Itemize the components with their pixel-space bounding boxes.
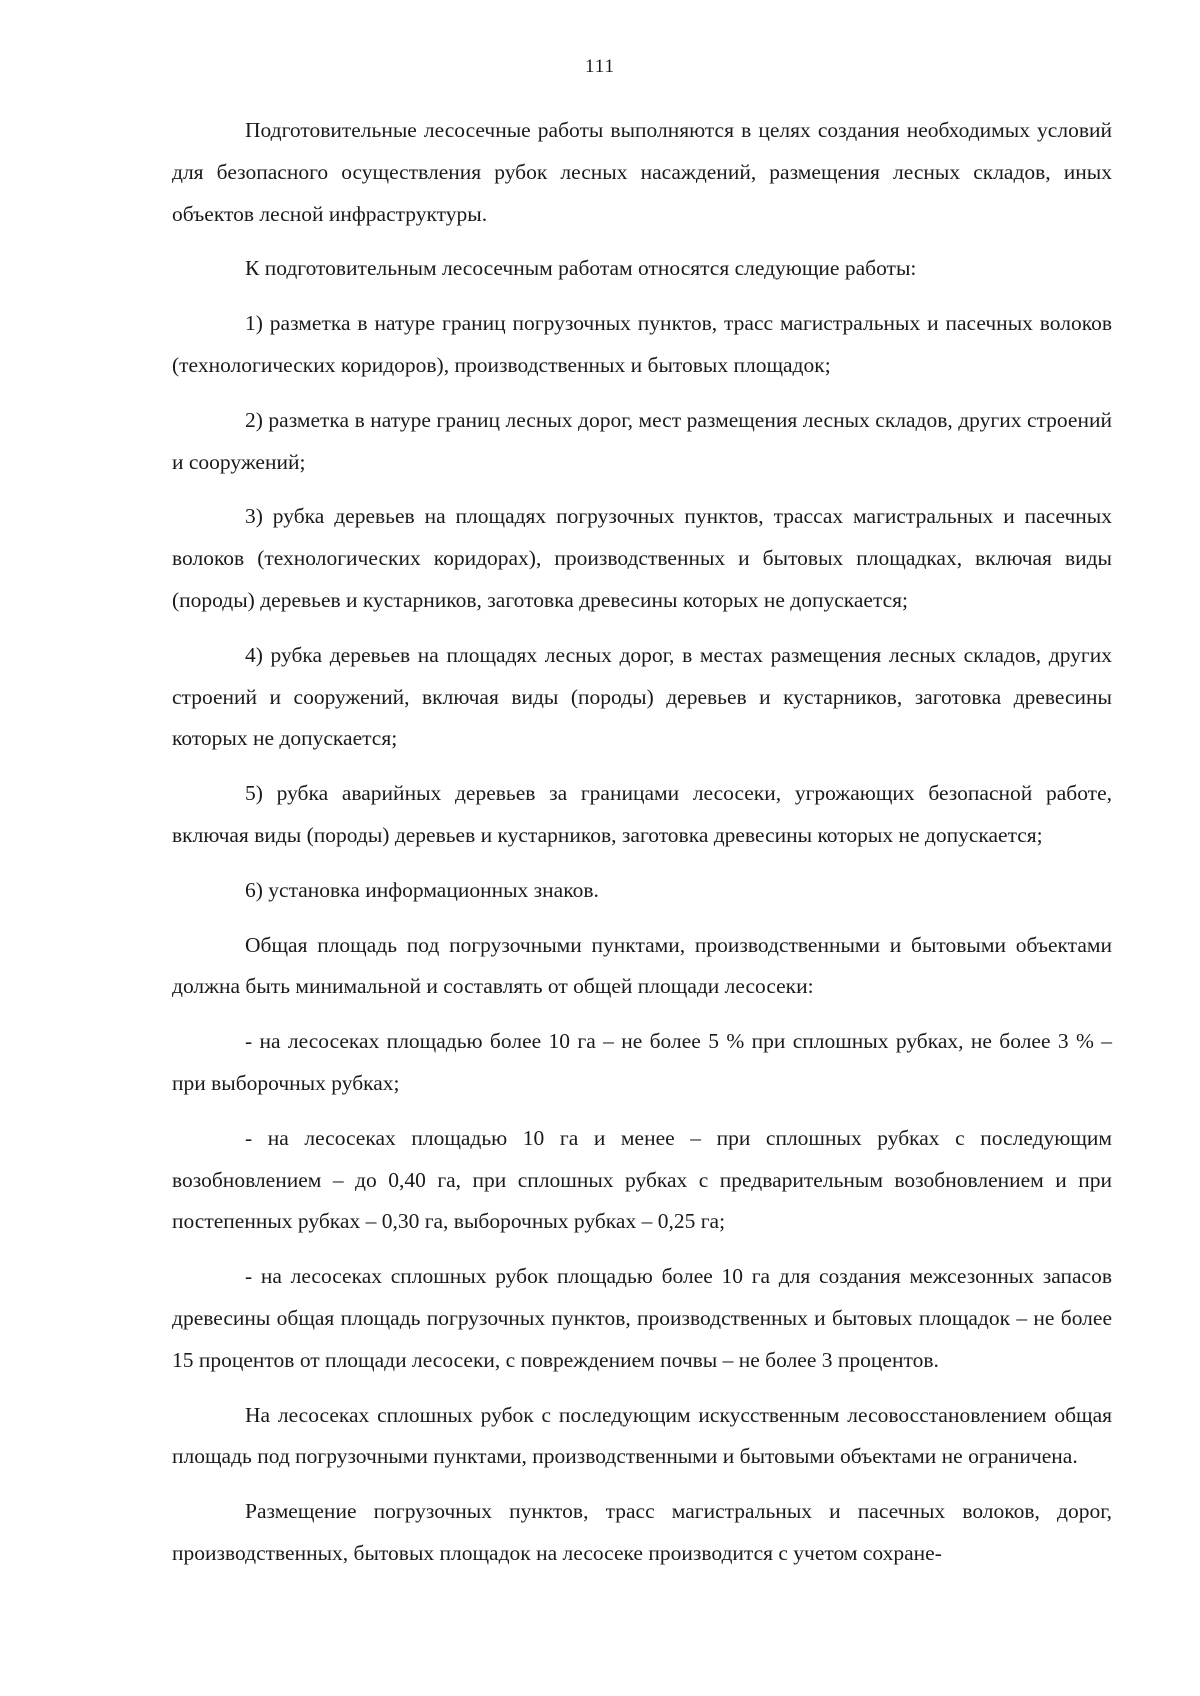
list-item: 3) рубка деревьев на площадях погрузочных пунктов, трассах магистральных и пасечных волоков (технологических коридорах), производственных и бытовых площадках, включая виды (породы) деревьев и кустарников, заготовка древесины которых не допускается; <box>172 504 1112 612</box>
body-text <box>172 110 1112 1575</box>
list-item: 5) рубка аварийных деревьев за границами лесосеки, угрожающих безопасной работе, включая виды (породы) деревьев и кустарников, заготовка древесины которых не допускается; <box>172 781 1112 847</box>
list-item: 4) рубка деревьев на площадях лесных дорог, в местах размещения лесных складов, других строений и сооружений, включая виды (породы) деревьев и кустарников, заготовка древесины которых не допускается; <box>172 642 1112 751</box>
paragraph: Размещение погрузочных пунктов, трасс магистральных и пасечных волоков, дорог, производственных, бытовых площадок на лесосеке производится с учетом сохране- <box>172 1499 1112 1565</box>
paragraph: На лесосеках сплошных рубок с последующим искусственным лесовосстановлением общая площадь под погрузочными пунктами, производственными и бытовыми объектами не ограничена. <box>172 1402 1112 1469</box>
list-item: - на лесосеках сплошных рубок площадью более 10 га для создания межсезонных запасов древесины общая площадь погрузочных пунктов, производственных и бытовых площадок – не более 15 процентов от площади лесосеки, с повреждением почвы – не более 3 процентов. <box>172 1264 1112 1372</box>
list-item: 2) разметка в натуре границ лесных дорог, мест размещения лесных складов, других строений и сооружений; <box>172 407 1112 474</box>
paragraph: К подготовительным лесосечным работам относятся следующие работы: <box>245 256 917 281</box>
list-item: 6) установка информационных знаков. <box>245 877 599 902</box>
paragraph: Подготовительные лесосечные работы выполняются в целях создания необходимых условий для безопасного осуществления рубок лесных насаждений, размещения лесных складов, иных объектов лесной инфраструктуры. <box>172 118 1112 226</box>
list-item: - на лесосеках площадью более 10 га – не более 5 % при сплошных рубках, не более 3 % – при выборочных рубках; <box>172 1029 1112 1095</box>
list-item: - на лесосеках площадью 10 га и менее – при сплошных рубках с последующим возобновлением – до 0,40 га, при сплошных рубках с предварительным возобновлением и при постепенных рубках – 0,30 га, выборочных рубках – 0,25 га; <box>172 1125 1112 1234</box>
page-number: 111 <box>584 56 616 77</box>
paragraph: Общая площадь под погрузочными пунктами, производственными и бытовыми объектами должна быть минимальной и составлять от общей площади лесосеки: <box>172 932 1112 999</box>
list-item: 1) разметка в натуре границ погрузочных пунктов, трасс магистральных и пасечных волоков (технологических коридоров), производственных и бытовых площадок; <box>172 311 1112 377</box>
